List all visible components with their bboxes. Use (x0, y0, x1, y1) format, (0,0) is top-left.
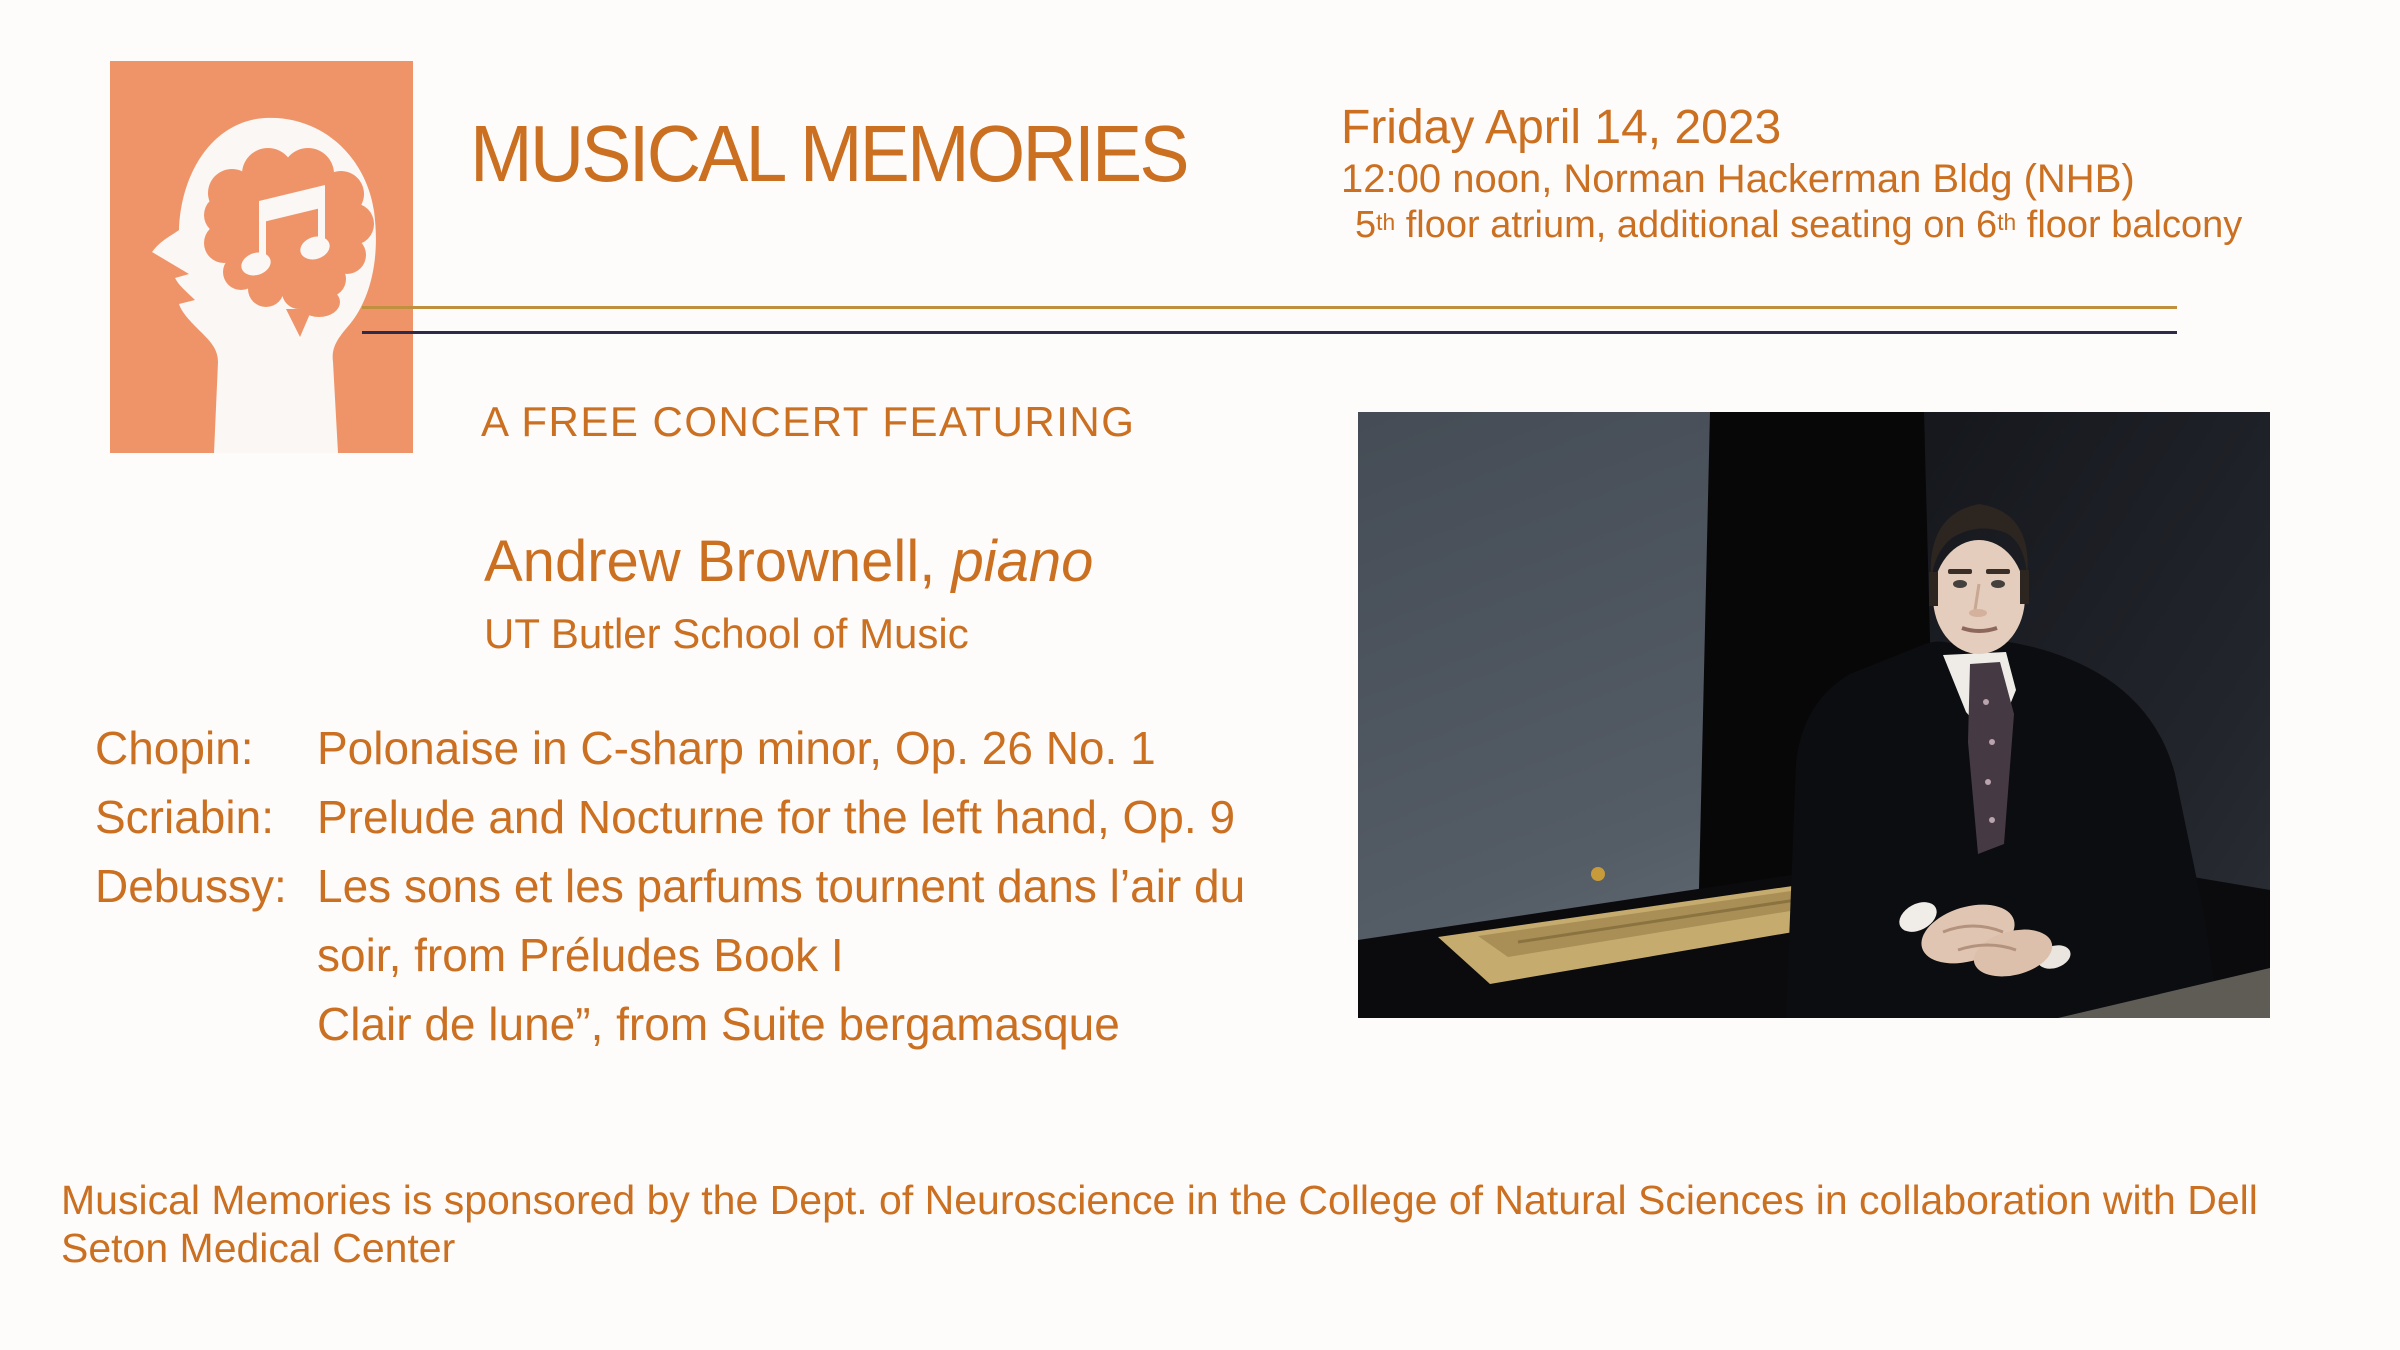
program-composer: Scriabin: (95, 791, 274, 843)
program-piece: Polonaise in C-sharp minor, Op. 26 No. 1 (317, 722, 1156, 774)
program-piece: soir, from Préludes Book I (317, 929, 844, 981)
program-piece: Clair de lune”, from Suite bergamasque (317, 998, 1120, 1050)
event-time-location: 12:00 noon, Norman Hackerman Bldg (NHB) (1341, 157, 2135, 201)
sponsor-line-2: Seton Medical Center (61, 1225, 456, 1271)
program-piece: Les sons et les parfums tournent dans l’air du (317, 860, 1246, 912)
piano-hinge (1591, 867, 1605, 881)
program-list (95, 714, 1355, 1059)
seating-ordinal: th (1376, 209, 1396, 236)
seating-text: floor atrium, additional seating on 6 (1395, 204, 1998, 246)
artist-name (484, 528, 1093, 595)
page-title: MUSICAL MEMORIES (470, 109, 1187, 198)
artist-instrument: piano (951, 529, 1094, 594)
head-brain-music-note-icon (110, 61, 413, 453)
seating-floor-number: 5 (1355, 204, 1377, 246)
program-row (95, 783, 1355, 852)
sponsor-text (61, 1176, 2331, 1272)
event-date: Friday April 14, 2023 (1341, 101, 1782, 154)
musical-memories-logo (110, 61, 413, 453)
program-row (95, 921, 1355, 990)
program-piece: Prelude and Nocturne for the left hand, Op. 9 (317, 791, 1236, 843)
artist-affiliation: UT Butler School of Music (484, 610, 969, 657)
event-seating (1341, 203, 2242, 248)
free-concert-heading: A FREE CONCERT FEATURING (481, 398, 1136, 445)
event-details (1341, 100, 2242, 248)
program-row (95, 714, 1355, 783)
program-composer: Debussy: (95, 860, 287, 912)
seating-text-2: floor balcony (2016, 204, 2243, 246)
divider-line-gold (362, 306, 2177, 309)
program-composer: Chopin: (95, 722, 254, 774)
sponsor-line-1: Musical Memories is sponsored by the Dept. of Neuroscience in the College of Natural Sciences in collaboration with Dell (61, 1177, 2258, 1223)
pianist-photo (1358, 412, 2270, 1018)
divider-line-navy (362, 331, 2177, 334)
artist-name-text: Andrew Brownell, (484, 529, 952, 594)
program-row (95, 852, 1355, 921)
program-row (95, 990, 1355, 1059)
program-composer (95, 990, 317, 1059)
seating-ordinal-2: th (1997, 209, 2017, 236)
program-composer (95, 921, 317, 990)
